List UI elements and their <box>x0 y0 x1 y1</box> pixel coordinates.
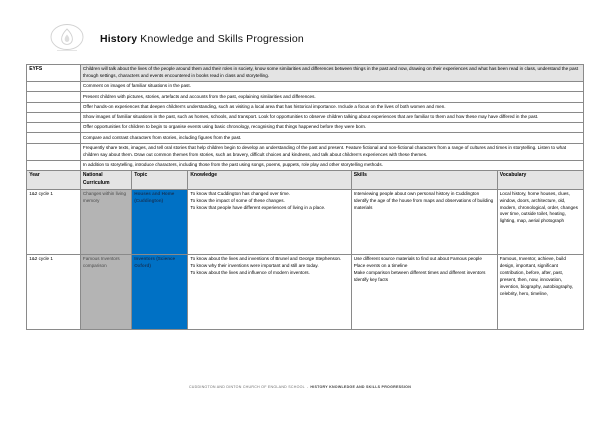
eyfs-statement-0: Comment on images of familiar situations in the past. <box>80 82 583 92</box>
eyfs-statement-6: Frequently share texts, images, and tell oral stories that help children begin to develop an understanding of the past and present. Feature fictional and non-fictional characters from a range of cultures and times in storytelling. Listen to what children say about them. Draw out common themes from stories, such as bravery, difficult choices and kindness, and talk about children's experiences with these themes. <box>80 143 583 160</box>
eyfs-intro-row <box>27 65 584 82</box>
skills-line: Identify the age of the house from maps and observations of building materials <box>353 197 494 210</box>
progression-table <box>26 64 584 330</box>
page-title <box>100 33 304 45</box>
footer-school-name: CUDDINGTON AND DINTON CHURCH OF ENGLAND SCHOOL <box>188 385 305 389</box>
eyfs-statement-row <box>27 112 584 122</box>
cell-national-curriculum: Changes within living memory <box>80 189 131 254</box>
eyfs-spacer-cell <box>27 133 81 143</box>
cell-knowledge <box>188 189 351 254</box>
eyfs-statement-row <box>27 123 584 133</box>
cell-topic: Inventors (Science Oxford) <box>132 254 188 329</box>
cell-skills <box>351 189 497 254</box>
knowledge-line: To know why their inventions were important and still are today. <box>190 263 319 268</box>
column-header-topic: Topic <box>132 171 188 189</box>
eyfs-statement-row <box>27 143 584 160</box>
document-footer <box>0 385 600 389</box>
knowledge-line: To know about the lives and influence of modern inventors. <box>190 269 310 275</box>
eyfs-statement-1: Present children with pictures, stories, artefacts and accounts from the past, explaining similarities and differences. <box>80 92 583 102</box>
eyfs-spacer-cell <box>27 143 81 160</box>
school-crest-icon <box>48 22 86 56</box>
eyfs-statement-row <box>27 82 584 92</box>
knowledge-line: To know about the lives and inventions of Brunel and George Stephenson. <box>190 256 342 262</box>
footer-separator: - <box>306 385 309 389</box>
cell-vocabulary: Local history, home houses, clues, window, doors, architecture, old, modern, chronological, order, changes over time, outside toilet, heating, lighting, map, aerial photograph <box>497 189 583 254</box>
column-header-skills: Skills <box>351 171 497 189</box>
page-title-strong: History <box>100 33 138 45</box>
eyfs-statement-row <box>27 102 584 112</box>
progression-table-wrapper <box>0 64 600 330</box>
eyfs-spacer-cell <box>27 92 81 102</box>
eyfs-statement-7: In addition to storytelling, introduce characters, including those from the past using songs, poems, puppets, role play and other storytelling methods. <box>80 160 583 170</box>
footer-doc-rest: KNOWLEDGE AND SKILLS PROGRESSION <box>327 385 412 389</box>
column-header-national-curriculum: National Curriculum <box>80 171 131 189</box>
eyfs-spacer-cell <box>27 123 81 133</box>
skills-line: Interviewing people about own personal history in Cuddington <box>353 190 480 196</box>
eyfs-statement-5: Compare and contrast characters from stories, including figures from the past. <box>80 133 583 143</box>
eyfs-spacer-cell <box>27 160 81 170</box>
eyfs-spacer-cell <box>27 112 81 122</box>
cell-skills <box>351 254 497 329</box>
cell-year: 1&2 cycle 1 <box>27 254 81 329</box>
cell-year: 1&2 cycle 1 <box>27 189 81 254</box>
skills-line: Identify key facts <box>353 276 388 282</box>
eyfs-spacer-cell <box>27 102 81 112</box>
eyfs-statement-row <box>27 92 584 102</box>
column-header-vocabulary: Vocabulary <box>497 171 583 189</box>
table-row <box>27 254 584 329</box>
document-header <box>0 0 600 64</box>
eyfs-intro-text: Children will talk about the lives of the people around them and their roles in society, know some similarities and differences between things in the past and now, drawing on their experiences and what has been read in class, understand the past through settings, characters and events encountered in books read in class and storytelling. <box>80 65 583 82</box>
skills-line: Use different source materials to find out about Famous people <box>353 256 482 262</box>
cell-vocabulary: Famous, Inventor, achieve, build design, important, significant contribution, before, after, past, present, then, now, innovation, invention, biography, autobiography, celebrity, hero, timeline, <box>497 254 583 329</box>
skills-line: Place events on a timeline <box>353 263 408 268</box>
column-header-knowledge: Knowledge <box>188 171 351 189</box>
eyfs-statement-row <box>27 133 584 143</box>
knowledge-line: To know that people have different experiences of living in a place. <box>190 204 326 210</box>
footer-doc-strong: HISTORY <box>310 385 328 389</box>
table-header-row <box>27 171 584 189</box>
knowledge-line: To know the impact of some of these changes. <box>190 197 285 203</box>
knowledge-line: To know that Cuddington has changed over time. <box>190 190 290 196</box>
cell-knowledge <box>188 254 351 329</box>
cell-topic: Houses and Home (Cuddington) <box>132 189 188 254</box>
eyfs-statement-2: Offer hands-on experiences that deepen children's understanding, such as visiting a local area that has historical importance. Include a focus on the lives of both women and men. <box>80 102 583 112</box>
table-row <box>27 189 584 254</box>
column-header-year: Year <box>27 171 81 189</box>
cell-national-curriculum: Famous Inventors comparison <box>80 254 131 329</box>
skills-line: Make comparison between different times and different inventors <box>353 269 486 275</box>
eyfs-spacer-cell <box>27 82 81 92</box>
page-title-rest: Knowledge and Skills Progression <box>137 33 304 45</box>
eyfs-label: EYFS <box>27 65 81 82</box>
eyfs-statement-4: Offer opportunities for children to begin to organise events using basic chronology, recognising that things happened before they were born. <box>80 123 583 133</box>
eyfs-statement-3: Show images of familiar situations in the past, such as homes, schools, and transport. Look for opportunities to observe children talking about experiences that are familiar to them and how these may have differed in the past. <box>80 112 583 122</box>
eyfs-statement-row <box>27 160 584 170</box>
